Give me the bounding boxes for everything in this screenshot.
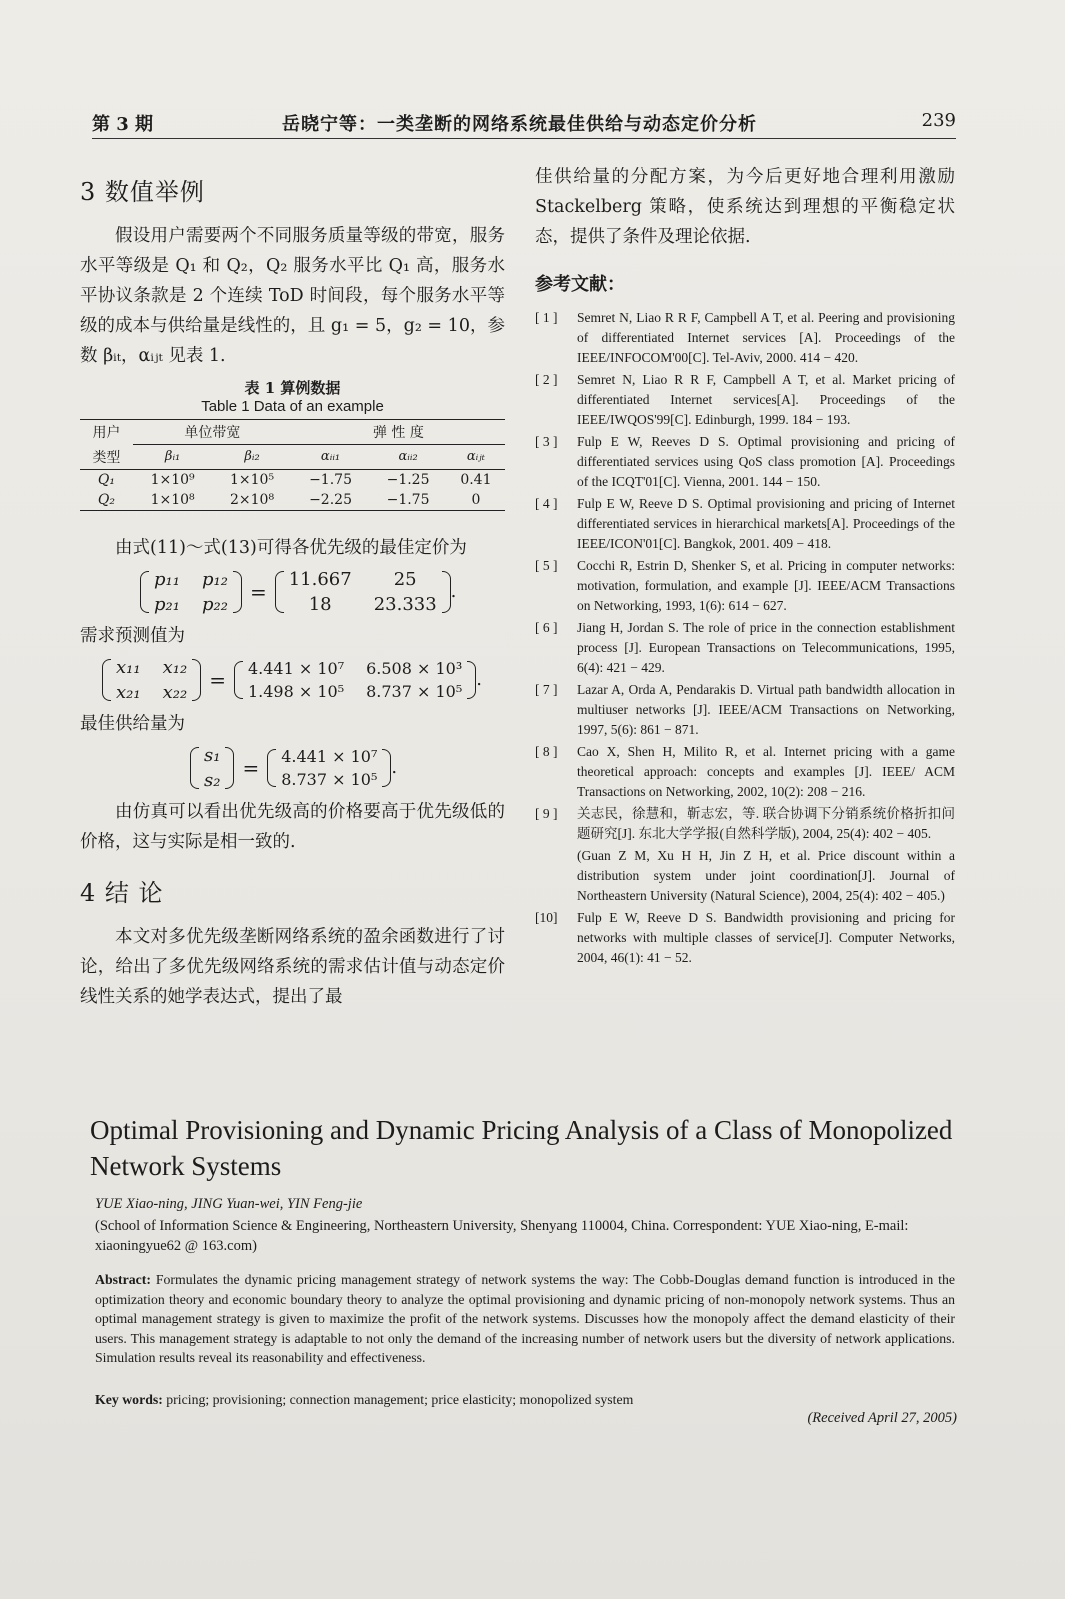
matrix-entry: x₁₁ — [116, 656, 141, 678]
section-4-title: 4 结 论 — [80, 878, 164, 907]
table-subheader: αᵢⱼₜ — [447, 445, 505, 470]
supply-matrix-lhs — [190, 745, 234, 791]
supply-matrix-rhs — [267, 747, 391, 789]
matrix-entry: 11.667 — [288, 568, 352, 590]
matrix-entry: p₂₁ — [154, 593, 180, 615]
reference-item — [535, 556, 955, 616]
price-equation — [140, 569, 505, 615]
reference-item — [535, 680, 955, 740]
reference-item — [535, 370, 955, 430]
keywords-label: Key words: — [95, 1392, 163, 1407]
issue-label: 第 3 期 — [92, 114, 154, 135]
price-matrix-rhs — [275, 569, 451, 615]
reference-item — [535, 846, 955, 906]
table-row — [80, 469, 505, 490]
matrix-entry: 25 — [393, 568, 417, 590]
table-header-type: 类型 — [80, 445, 133, 470]
reference-text: Lazar A, Orda A, Pendarakis D. Virtual path bandwidth allocation in multiuser networks [J]. IEEE/ACM Transactions on Networking, 1997, 5(6): 861 − 871. — [577, 682, 955, 737]
table-cell: 0 — [447, 490, 505, 511]
table-caption-cn: 表 1 算例数据 — [244, 379, 341, 397]
demand-label: 需求预测值为 — [80, 625, 185, 646]
demand-matrix-lhs — [102, 657, 201, 703]
references-list — [535, 308, 955, 968]
table-caption-en: Table 1 Data of an example — [201, 398, 384, 415]
reference-number — [535, 846, 577, 906]
section-3-para-1: 假设用户需要两个不同服务质量等级的带宽，服务水平等级是 Q₁ 和 Q₂，Q₂ 服务水平比 Q₁ 高，服务水平协议条款是 2 个连续 ToD 时间段，每个服务水平等级的成本与供给量是线性的，且 g₁ = 5，g₂ = 10，参数 βᵢₜ，αᵢⱼₜ 见表 1. — [80, 226, 505, 366]
received-date: (Received April 27, 2005) — [807, 1410, 957, 1426]
table-header-unit-bandwidth: 单位带宽 — [133, 420, 292, 445]
period-mark: . — [476, 669, 482, 690]
english-authors: YUE Xiao-ning, JING Yuan-wei, YIN Feng-jie — [95, 1196, 363, 1212]
table-cell: −1.75 — [369, 490, 447, 511]
table-cell: 2×10⁸ — [212, 490, 291, 511]
matrix-entry: 4.441 × 10⁷ — [247, 658, 345, 678]
period-mark: . — [391, 757, 398, 778]
reference-number: [ 6 ] — [535, 620, 558, 635]
running-header — [92, 108, 956, 139]
matrix-entry: 6.508 × 10³ — [366, 658, 463, 678]
reference-text: Fulp E W, Reeve D S. Bandwidth provisioning and pricing for networks with multiple classes of service[J]. Computer Networks, 2004, 46(1): 41 − 52. — [577, 910, 955, 965]
table-cell: −1.25 — [386, 471, 430, 488]
table-subheader: βᵢ₁ — [133, 445, 212, 470]
section-3-para-2: 由式(11)～式(13)可得各优先级的最佳定价为 — [115, 537, 467, 558]
price-matrix-lhs — [140, 569, 242, 615]
page-number: 239 — [921, 110, 956, 131]
table-header-elasticity: 弹 性 度 — [292, 420, 505, 445]
reference-item — [535, 308, 955, 368]
reference-number: [ 5 ] — [535, 558, 558, 573]
reference-number: [ 3 ] — [535, 434, 558, 449]
matrix-entry: 8.737 × 10⁵ — [366, 681, 463, 701]
matrix-entry: x₂₂ — [162, 681, 188, 703]
table-subheader: αᵢᵢ₁ — [292, 445, 370, 470]
reference-text: Fulp E W, Reeves D S. Optimal provisioning and pricing of differentiated services using QoS class promotion [A]. Proceedings of the ICQT'01[C]. Vienna, 2001. 144 − 150. — [577, 434, 955, 489]
english-keywords — [95, 1392, 955, 1408]
section-3-para-3: 由仿真可以看出优先级高的价格要高于优先级低的价格，这与实际是相一致的. — [80, 801, 505, 852]
reference-text: Fulp E W, Reeve D S. Optimal provisioning and pricing of Internet differentiated services in hierarchical markets[A]. Proceedings of the IEEE/ICON'01[C]. Bangkok, 2001. 409 − 418. — [577, 496, 955, 551]
right-column — [535, 162, 955, 970]
reference-item — [535, 618, 955, 678]
period-mark: . — [450, 581, 457, 602]
supply-equation — [190, 745, 505, 791]
supply-label: 最佳供给量为 — [80, 713, 185, 734]
abstract-text: Formulates the dynamic pricing management strategy of network systems the way: The Cobb-Douglas demand function is introduced in the optimization theory and economic boundary theory to analyze the optimal provisioning and dynamic pricing of non-monopoly network systems. Thus an optimal management strategy is given to maximize the profit of the network systems. Discusses how the monopoly affect the demand elasticity of their users. This management strategy is adaptable to not only the demand of the increasing number of network users but the diversity of network applications. Simulation results reveal its reasonability and effectiveness. — [95, 1272, 955, 1365]
section-4-para: 本文对多优先级垄断网络系统的盈余函数进行了讨论，给出了多优先级网络系统的需求估计值与动态定价线性关系的她学表达式，提出了最 — [80, 926, 505, 1007]
running-title: 岳晓宁等：一类垄断的网络系统最佳供给与动态定价分析 — [282, 114, 757, 135]
table-cell: Q₁ — [97, 471, 115, 488]
reference-text: (Guan Z M, Xu H H, Jin Z H, et al. Price discount within a distribution system under joint coordination[J]. Journal of Northeastern University (Natural Science), 2004, 25(4): 402 − 405.) — [577, 848, 955, 903]
table-cell: −1.75 — [309, 471, 352, 488]
english-title: Optimal Provisioning and Dynamic Pricing Analysis of a Class of Monopolized Network Systems — [90, 1115, 953, 1181]
abstract-label: Abstract: — [95, 1272, 151, 1287]
english-affiliation: (School of Information Science & Engineering, Northeastern University, Shenyang 110004, China. Correspondent: YUE Xiao-ning, E-mail: xiaoningyue62 @ 163.com) — [95, 1218, 909, 1254]
matrix-entry: p₂₂ — [201, 593, 228, 615]
table-subheader: βᵢ₂ — [212, 445, 291, 470]
keywords-text: pricing; provisioning; connection management; price elasticity; monopolized system — [166, 1392, 634, 1407]
matrix-entry: 1.498 × 10⁵ — [247, 681, 345, 701]
equals-sign: = — [249, 579, 267, 604]
reference-text: Cao X, Shen H, Milito R, et al. Internet pricing with a game theoretical approach: concepts and examples [J]. IEEE/ ACM Transactions on Networking, 2002, 10(2): 208 − 216. — [577, 744, 955, 799]
equals-sign: = — [242, 755, 260, 780]
demand-equation — [102, 657, 505, 703]
left-column — [80, 160, 505, 1012]
matrix-entry: s₁ — [204, 744, 221, 766]
reference-text: Semret N, Liao R R F, Campbell A T, et al. Market pricing of differentiated Internet services[A]. Proceedings of the IEEE/IWQOS'99[C]. Edinburgh, 1999. 184 − 193. — [577, 372, 955, 427]
matrix-entry: 23.333 — [373, 593, 437, 615]
table-cell: 1×10⁹ — [150, 471, 195, 488]
section-3-title: 3 数值举例 — [80, 178, 205, 206]
reference-item — [535, 494, 955, 554]
table-cell: 0.41 — [460, 471, 492, 488]
reference-item — [535, 742, 955, 802]
matrix-entry: x₁₂ — [162, 656, 188, 678]
table-subheader: αᵢᵢ₂ — [369, 445, 447, 470]
reference-number: [ 1 ] — [535, 310, 558, 325]
conclusion-continuation: 佳供给量的分配方案，为今后更好地合理利用激励 Stackelberg 策略，使系统达到理想的平衡稳定状态，提供了条件及理论依据. — [535, 167, 955, 247]
reference-text: 关志民，徐慧和，靳志宏，等. 联合协调下分销系统价格折扣问题研究[J]. 东北大学学报(自然科学版), 2004, 25(4): 402 − 405. — [577, 806, 955, 841]
reference-number: [10] — [535, 910, 558, 925]
reference-item — [535, 432, 955, 492]
matrix-entry: 18 — [308, 593, 332, 615]
reference-text: Cocchi R, Estrin D, Shenker S, et al. Pricing in computer networks: motivation, formulation, and example [J]. IEEE/ACM Transactions on Networking, 1993, 1(6): 614 − 627. — [577, 558, 955, 613]
matrix-entry: s₂ — [204, 769, 221, 791]
table-row — [80, 490, 505, 511]
table-cell: −2.25 — [292, 490, 370, 511]
table-cell: 1×10⁵ — [230, 471, 275, 488]
reference-item — [535, 804, 955, 844]
table-header-user: 用户 — [80, 420, 133, 445]
matrix-entry: p₁₂ — [201, 568, 228, 590]
matrix-entry: x₂₁ — [116, 681, 141, 703]
table-cell: 1×10⁸ — [133, 490, 212, 511]
matrix-entry: p₁₁ — [154, 568, 180, 590]
reference-text: Semret N, Liao R R F, Campbell A T, et al. Peering and provisioning of differentiated Internet services [A]. Proceedings of the IEEE/INFOCOM'00[C]. Tel-Aviv, 2000. 414 − 420. — [577, 310, 955, 365]
english-abstract — [95, 1270, 955, 1368]
demand-matrix-rhs — [234, 659, 476, 701]
matrix-entry: 8.737 × 10⁵ — [281, 769, 378, 789]
equals-sign: = — [209, 667, 226, 692]
reference-number: [ 2 ] — [535, 372, 558, 387]
reference-number: [ 4 ] — [535, 496, 558, 511]
reference-number: [ 8 ] — [535, 744, 558, 759]
references-title: 参考文献： — [535, 274, 625, 295]
reference-number: [ 7 ] — [535, 682, 558, 697]
reference-text: Jiang H, Jordan S. The role of price in the connection establishment process [J]. European Transactions on Telecommunications, 1995, 6(4): 421 − 429. — [577, 620, 955, 675]
table-cell: Q₂ — [80, 490, 133, 511]
reference-number: [ 9 ] — [535, 806, 558, 821]
example-data-table — [80, 419, 505, 511]
reference-item — [535, 908, 955, 968]
matrix-entry: 4.441 × 10⁷ — [281, 746, 378, 766]
